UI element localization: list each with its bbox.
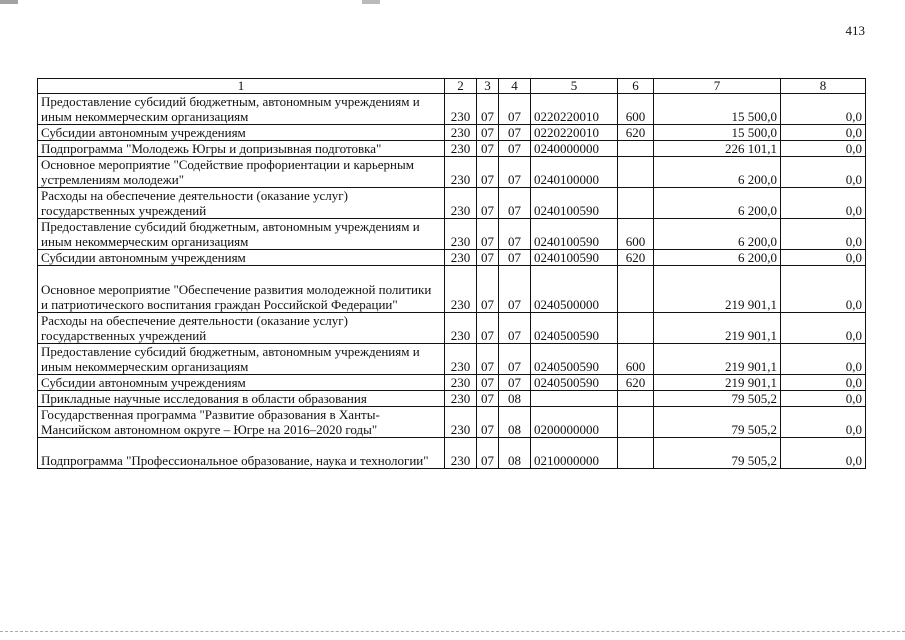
row-cell-c8: 0,0	[781, 141, 866, 157]
row-name-cell: Подпрограмма "Профессиональное образование, наука и технологии"	[38, 438, 445, 469]
row-cell-c3: 07	[477, 391, 499, 407]
row-cell-c3: 07	[477, 157, 499, 188]
row-cell-c5: 0220220010	[531, 94, 618, 125]
row-cell-c3: 07	[477, 266, 499, 313]
row-cell-c8: 0,0	[781, 266, 866, 313]
row-cell-c2: 230	[445, 250, 477, 266]
table-row	[38, 188, 866, 219]
row-name-cell: Предоставление субсидий бюджетным, автономным учреждениям и иным некоммерческим организациям	[38, 94, 445, 125]
row-cell-c6: 620	[618, 375, 654, 391]
row-cell-c7: 219 901,1	[654, 375, 781, 391]
row-cell-c7: 219 901,1	[654, 313, 781, 344]
row-cell-c6	[618, 313, 654, 344]
row-cell-c5: 0240100590	[531, 188, 618, 219]
row-cell-c6: 620	[618, 250, 654, 266]
row-cell-c4: 07	[499, 250, 531, 266]
row-cell-c6	[618, 407, 654, 438]
table-row	[38, 344, 866, 375]
row-cell-c8: 0,0	[781, 438, 866, 469]
row-cell-c8: 0,0	[781, 391, 866, 407]
row-name-cell: Прикладные научные исследования в области образования	[38, 391, 445, 407]
column-header: 8	[781, 79, 866, 94]
row-cell-c5: 0240100000	[531, 157, 618, 188]
scan-edge-top	[0, 0, 905, 4]
row-cell-c8: 0,0	[781, 344, 866, 375]
table-row	[38, 407, 866, 438]
row-cell-c6	[618, 438, 654, 469]
table-row	[38, 94, 866, 125]
row-name-cell: Расходы на обеспечение деятельности (оказание услуг) государственных учреждений	[38, 313, 445, 344]
row-cell-c4: 07	[499, 219, 531, 250]
table-row	[38, 266, 866, 313]
row-cell-c7: 15 500,0	[654, 125, 781, 141]
row-name-cell: Подпрограмма "Молодежь Югры и допризывная подготовка"	[38, 141, 445, 157]
row-cell-c2: 230	[445, 344, 477, 375]
row-cell-c3: 07	[477, 219, 499, 250]
row-cell-c4: 08	[499, 407, 531, 438]
row-cell-c8: 0,0	[781, 219, 866, 250]
row-cell-c5: 0240100590	[531, 250, 618, 266]
row-cell-c4: 07	[499, 157, 531, 188]
row-cell-c4: 07	[499, 94, 531, 125]
row-cell-c3: 07	[477, 141, 499, 157]
row-cell-c7: 226 101,1	[654, 141, 781, 157]
table-row	[38, 141, 866, 157]
row-cell-c3: 07	[477, 250, 499, 266]
row-cell-c3: 07	[477, 188, 499, 219]
row-cell-c8: 0,0	[781, 375, 866, 391]
row-cell-c8: 0,0	[781, 125, 866, 141]
row-cell-c4: 07	[499, 141, 531, 157]
table-row	[38, 250, 866, 266]
row-cell-c6	[618, 141, 654, 157]
page-number: 413	[845, 23, 865, 38]
row-cell-c5: 0200000000	[531, 407, 618, 438]
row-cell-c6: 620	[618, 125, 654, 141]
table-row	[38, 375, 866, 391]
row-cell-c2: 230	[445, 375, 477, 391]
row-cell-c7: 219 901,1	[654, 266, 781, 313]
row-cell-c3: 07	[477, 344, 499, 375]
row-cell-c7: 6 200,0	[654, 219, 781, 250]
column-header: 2	[445, 79, 477, 94]
row-name-cell: Субсидии автономным учреждениям	[38, 250, 445, 266]
row-cell-c5: 0210000000	[531, 438, 618, 469]
row-cell-c3: 07	[477, 313, 499, 344]
row-cell-c2: 230	[445, 266, 477, 313]
row-cell-c8: 0,0	[781, 407, 866, 438]
row-cell-c4: 07	[499, 344, 531, 375]
column-header: 6	[618, 79, 654, 94]
row-name-cell: Субсидии автономным учреждениям	[38, 375, 445, 391]
row-cell-c2: 230	[445, 125, 477, 141]
row-cell-c8: 0,0	[781, 313, 866, 344]
table-row	[38, 391, 866, 407]
row-cell-c2: 230	[445, 407, 477, 438]
row-cell-c6: 600	[618, 219, 654, 250]
row-cell-c6	[618, 188, 654, 219]
column-header: 3	[477, 79, 499, 94]
column-header: 1	[38, 79, 445, 94]
row-cell-c4: 07	[499, 125, 531, 141]
row-cell-c4: 07	[499, 266, 531, 313]
row-cell-c6: 600	[618, 344, 654, 375]
column-header: 5	[531, 79, 618, 94]
column-header: 4	[499, 79, 531, 94]
row-cell-c4: 07	[499, 313, 531, 344]
row-cell-c3: 07	[477, 125, 499, 141]
row-name-cell: Государственная программа "Развитие образования в Ханты-Мансийском автономном округе – Югре на 2016–2020 годы"	[38, 407, 445, 438]
table-row	[38, 157, 866, 188]
column-header: 7	[654, 79, 781, 94]
row-cell-c5: 0240500000	[531, 266, 618, 313]
row-cell-c5: 0240000000	[531, 141, 618, 157]
row-cell-c3: 07	[477, 438, 499, 469]
scan-edge-bottom	[0, 631, 905, 635]
row-cell-c8: 0,0	[781, 94, 866, 125]
row-cell-c4: 07	[499, 188, 531, 219]
row-cell-c5: 0240500590	[531, 344, 618, 375]
row-name-cell: Основное мероприятие "Обеспечение развития молодежной политики и патриотического воспитания граждан Российской Федерации"	[38, 266, 445, 313]
row-cell-c7: 6 200,0	[654, 188, 781, 219]
row-cell-c4: 08	[499, 391, 531, 407]
row-cell-c2: 230	[445, 391, 477, 407]
row-cell-c4: 07	[499, 375, 531, 391]
row-name-cell: Предоставление субсидий бюджетным, автономным учреждениям и иным некоммерческим организациям	[38, 344, 445, 375]
row-name-cell: Основное мероприятие "Содействие профориентации и карьерным устремлениям молодежи"	[38, 157, 445, 188]
row-cell-c2: 230	[445, 157, 477, 188]
row-cell-c2: 230	[445, 141, 477, 157]
row-cell-c7: 6 200,0	[654, 157, 781, 188]
row-cell-c7: 6 200,0	[654, 250, 781, 266]
row-cell-c7: 79 505,2	[654, 438, 781, 469]
row-cell-c5: 0240500590	[531, 313, 618, 344]
row-cell-c7: 15 500,0	[654, 94, 781, 125]
row-cell-c5: 0220220010	[531, 125, 618, 141]
row-cell-c6: 600	[618, 94, 654, 125]
table-row	[38, 438, 866, 469]
row-cell-c3: 07	[477, 407, 499, 438]
table-row	[38, 125, 866, 141]
row-cell-c7: 219 901,1	[654, 344, 781, 375]
row-cell-c8: 0,0	[781, 250, 866, 266]
row-name-cell: Субсидии автономным учреждениям	[38, 125, 445, 141]
row-cell-c3: 07	[477, 375, 499, 391]
row-cell-c8: 0,0	[781, 188, 866, 219]
row-cell-c7: 79 505,2	[654, 407, 781, 438]
row-cell-c6	[618, 266, 654, 313]
row-cell-c6	[618, 391, 654, 407]
row-cell-c6	[618, 157, 654, 188]
row-cell-c5	[531, 391, 618, 407]
row-cell-c2: 230	[445, 219, 477, 250]
row-cell-c5: 0240500590	[531, 375, 618, 391]
row-name-cell: Расходы на обеспечение деятельности (оказание услуг) государственных учреждений	[38, 188, 445, 219]
row-cell-c4: 08	[499, 438, 531, 469]
row-cell-c5: 0240100590	[531, 219, 618, 250]
row-name-cell: Предоставление субсидий бюджетным, автономным учреждениям и иным некоммерческим организациям	[38, 219, 445, 250]
table-row	[38, 219, 866, 250]
row-cell-c2: 230	[445, 94, 477, 125]
table-row	[38, 313, 866, 344]
budget-table	[37, 78, 866, 469]
table-header-row	[38, 79, 866, 94]
row-cell-c8: 0,0	[781, 157, 866, 188]
row-cell-c2: 230	[445, 438, 477, 469]
row-cell-c7: 79 505,2	[654, 391, 781, 407]
row-cell-c2: 230	[445, 313, 477, 344]
row-cell-c2: 230	[445, 188, 477, 219]
row-cell-c3: 07	[477, 94, 499, 125]
